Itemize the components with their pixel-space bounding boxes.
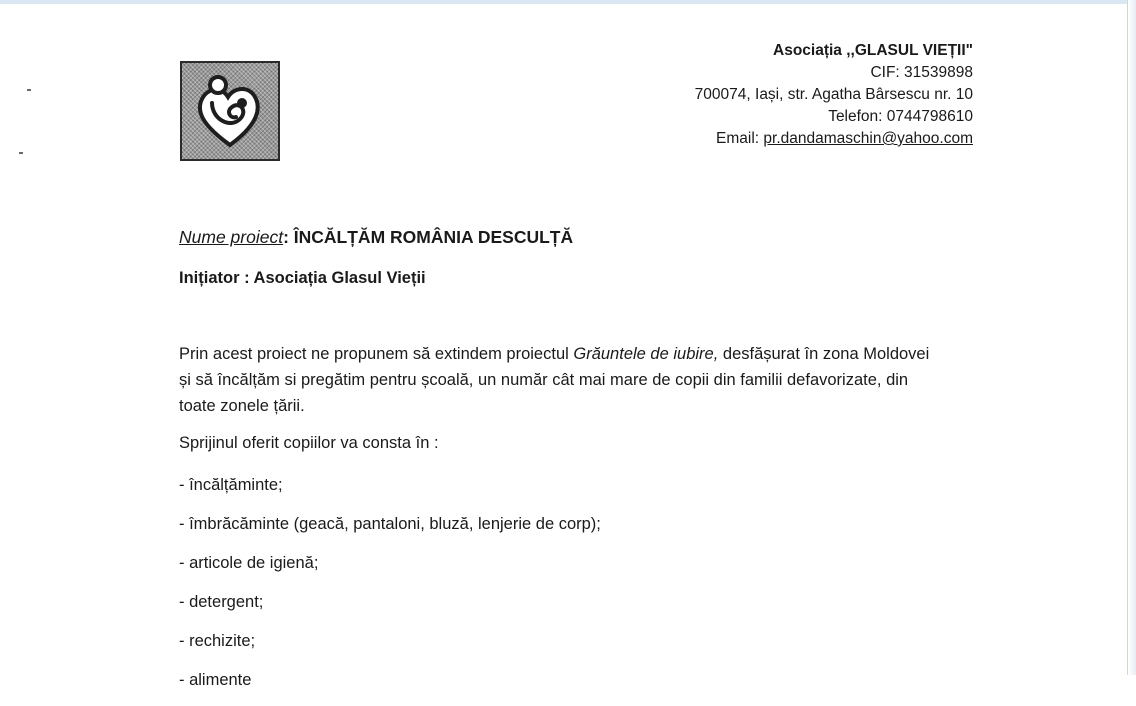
project-name-separator: : — [283, 227, 294, 247]
scan-speck — [27, 89, 31, 91]
window-right-edge — [1127, 0, 1136, 675]
list-item: - alimente — [179, 671, 252, 689]
email-line — [695, 128, 973, 150]
email-label: Email: — [716, 130, 764, 147]
heart-mother-child-icon — [182, 63, 278, 159]
cif-line: CIF: 31539898 — [870, 64, 973, 81]
support-list — [179, 472, 601, 706]
scan-speck — [19, 152, 23, 154]
email-link[interactable]: pr.dandamaschin@yahoo.com — [763, 130, 973, 147]
description-text-end: desfășurat în zona Moldovei și să încălțăm si pregătim pentru școală, un număr cât mai mare de copii din familii defavorizate, din toate zonele țării. — [179, 345, 930, 415]
organization-name: Asociația ,,GLASUL VIEȚII" — [773, 42, 973, 59]
description-italic-title: Grăuntele de iubire, — [573, 345, 719, 363]
support-intro: Sprijinul oferit copiilor va consta în : — [179, 434, 439, 452]
association-logo — [180, 61, 280, 161]
list-item: - îmbrăcăminte (geacă, pantaloni, bluză, lenjerie de corp); — [179, 515, 601, 533]
association-contact-block — [695, 40, 973, 150]
list-item: - încălțăminte; — [179, 476, 283, 494]
phone-line: Telefon: 0744798610 — [828, 108, 973, 125]
project-name-value: ÎNCĂLȚĂM ROMÂNIA DESCULȚĂ — [293, 227, 574, 247]
list-item: - detergent; — [179, 593, 264, 611]
project-name-line — [179, 227, 573, 248]
document-page — [0, 4, 1127, 689]
list-item: - rechizite; — [179, 632, 256, 650]
list-item: - articole de igienă; — [179, 554, 319, 572]
project-description — [179, 341, 939, 419]
initiator-line: Inițiator : Asociația Glasul Vieții — [179, 269, 426, 287]
description-text-start: Prin acest proiect ne propunem să extindem proiectul — [179, 345, 574, 363]
address-line: 700074, Iași, str. Agatha Bârsescu nr. 10 — [694, 86, 973, 103]
project-name-label: Nume proiect — [179, 227, 284, 247]
